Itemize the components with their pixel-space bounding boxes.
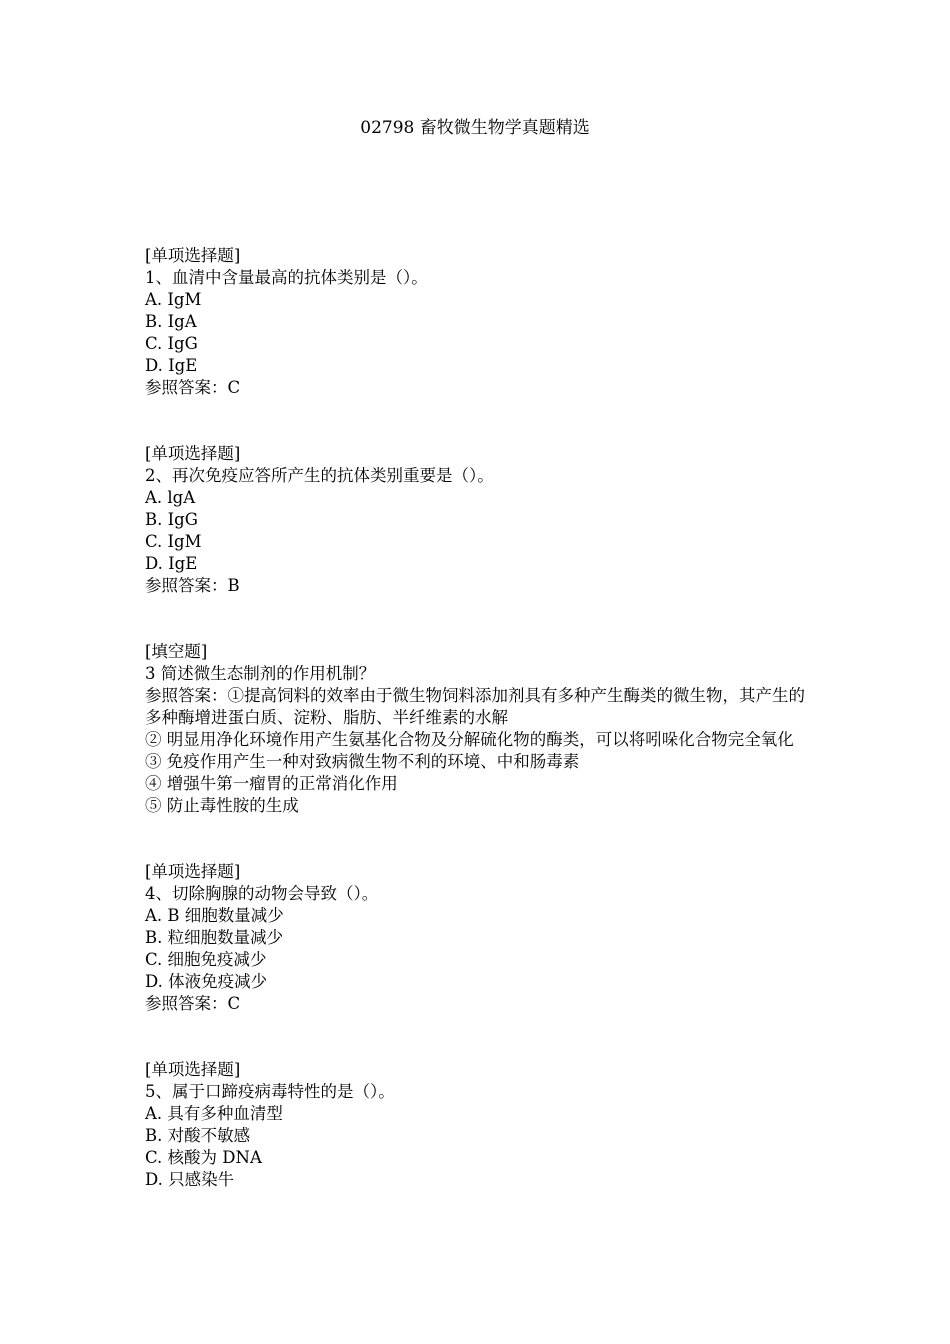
option-b: B. IgG xyxy=(145,510,198,529)
question-1 xyxy=(145,245,810,399)
option-b: B. 对酸不敏感 xyxy=(145,1126,251,1145)
question-type: [填空题] xyxy=(145,642,208,661)
option-b: B. 粒细胞数量减少 xyxy=(145,928,284,947)
option-d: D. IgE xyxy=(145,356,198,375)
option-d: D. IgE xyxy=(145,554,198,573)
question-type: [单项选择题] xyxy=(145,862,241,881)
document-title: 02798 畜牧微生物学真题精选 xyxy=(360,118,590,138)
option-d: D. 只感染牛 xyxy=(145,1170,235,1189)
question-stem: 4、切除胸腺的动物会导致（）。 xyxy=(145,884,379,903)
option-b: B. IgA xyxy=(145,312,197,331)
reference-answer: 参照答案：C xyxy=(145,378,241,397)
option-a: A. B 细胞数量减少 xyxy=(145,906,284,925)
question-stem: 2、再次免疫应答所产生的抗体类别重要是（）。 xyxy=(145,466,494,485)
option-c: C. IgG xyxy=(145,334,198,353)
reference-answer: 参照答案：①提高饲料的效率由于微生物饲料添加剂具有多种产生酶类的微生物，其产生的多种酶增进蛋白质、淀粉、脂肪、半纤维素的水解 xyxy=(145,686,805,727)
question-type: [单项选择题] xyxy=(145,1060,241,1079)
answer-point-5: ⑤ 防止毒性胺的生成 xyxy=(145,796,299,815)
option-c: C. 核酸为 DNA xyxy=(145,1148,262,1167)
question-5 xyxy=(145,1059,810,1191)
option-c: C. IgM xyxy=(145,532,202,551)
answer-point-4: ④ 增强牛第一瘤胃的正常消化作用 xyxy=(145,774,398,793)
answer-point-2: ② 明显用净化环境作用产生氨基化合物及分解硫化物的酶类，可以将吲哚化合物完全氧化 xyxy=(145,730,794,749)
question-list xyxy=(145,245,810,1191)
question-stem: 3 简述微生态制剂的作用机制？ xyxy=(145,664,376,683)
question-type: [单项选择题] xyxy=(145,444,241,463)
option-c: C. 细胞免疫减少 xyxy=(145,950,267,969)
question-3 xyxy=(145,641,810,817)
option-d: D. 体液免疫减少 xyxy=(145,972,268,991)
question-type: [单项选择题] xyxy=(145,246,241,265)
question-2 xyxy=(145,443,810,597)
question-stem: 5、属于口蹄疫病毒特性的是（）。 xyxy=(145,1082,395,1101)
answer-point-3: ③ 免疫作用产生一种对致病微生物不利的环境、中和肠毒素 xyxy=(145,752,580,771)
reference-answer: 参照答案：C xyxy=(145,994,241,1013)
reference-answer: 参照答案：B xyxy=(145,576,240,595)
option-a: A. lgA xyxy=(145,488,196,507)
option-a: A. IgM xyxy=(145,290,202,309)
question-stem: 1、血清中含量最高的抗体类别是（）。 xyxy=(145,268,428,287)
question-4 xyxy=(145,861,810,1015)
option-a: A. 具有多种血清型 xyxy=(145,1104,283,1123)
